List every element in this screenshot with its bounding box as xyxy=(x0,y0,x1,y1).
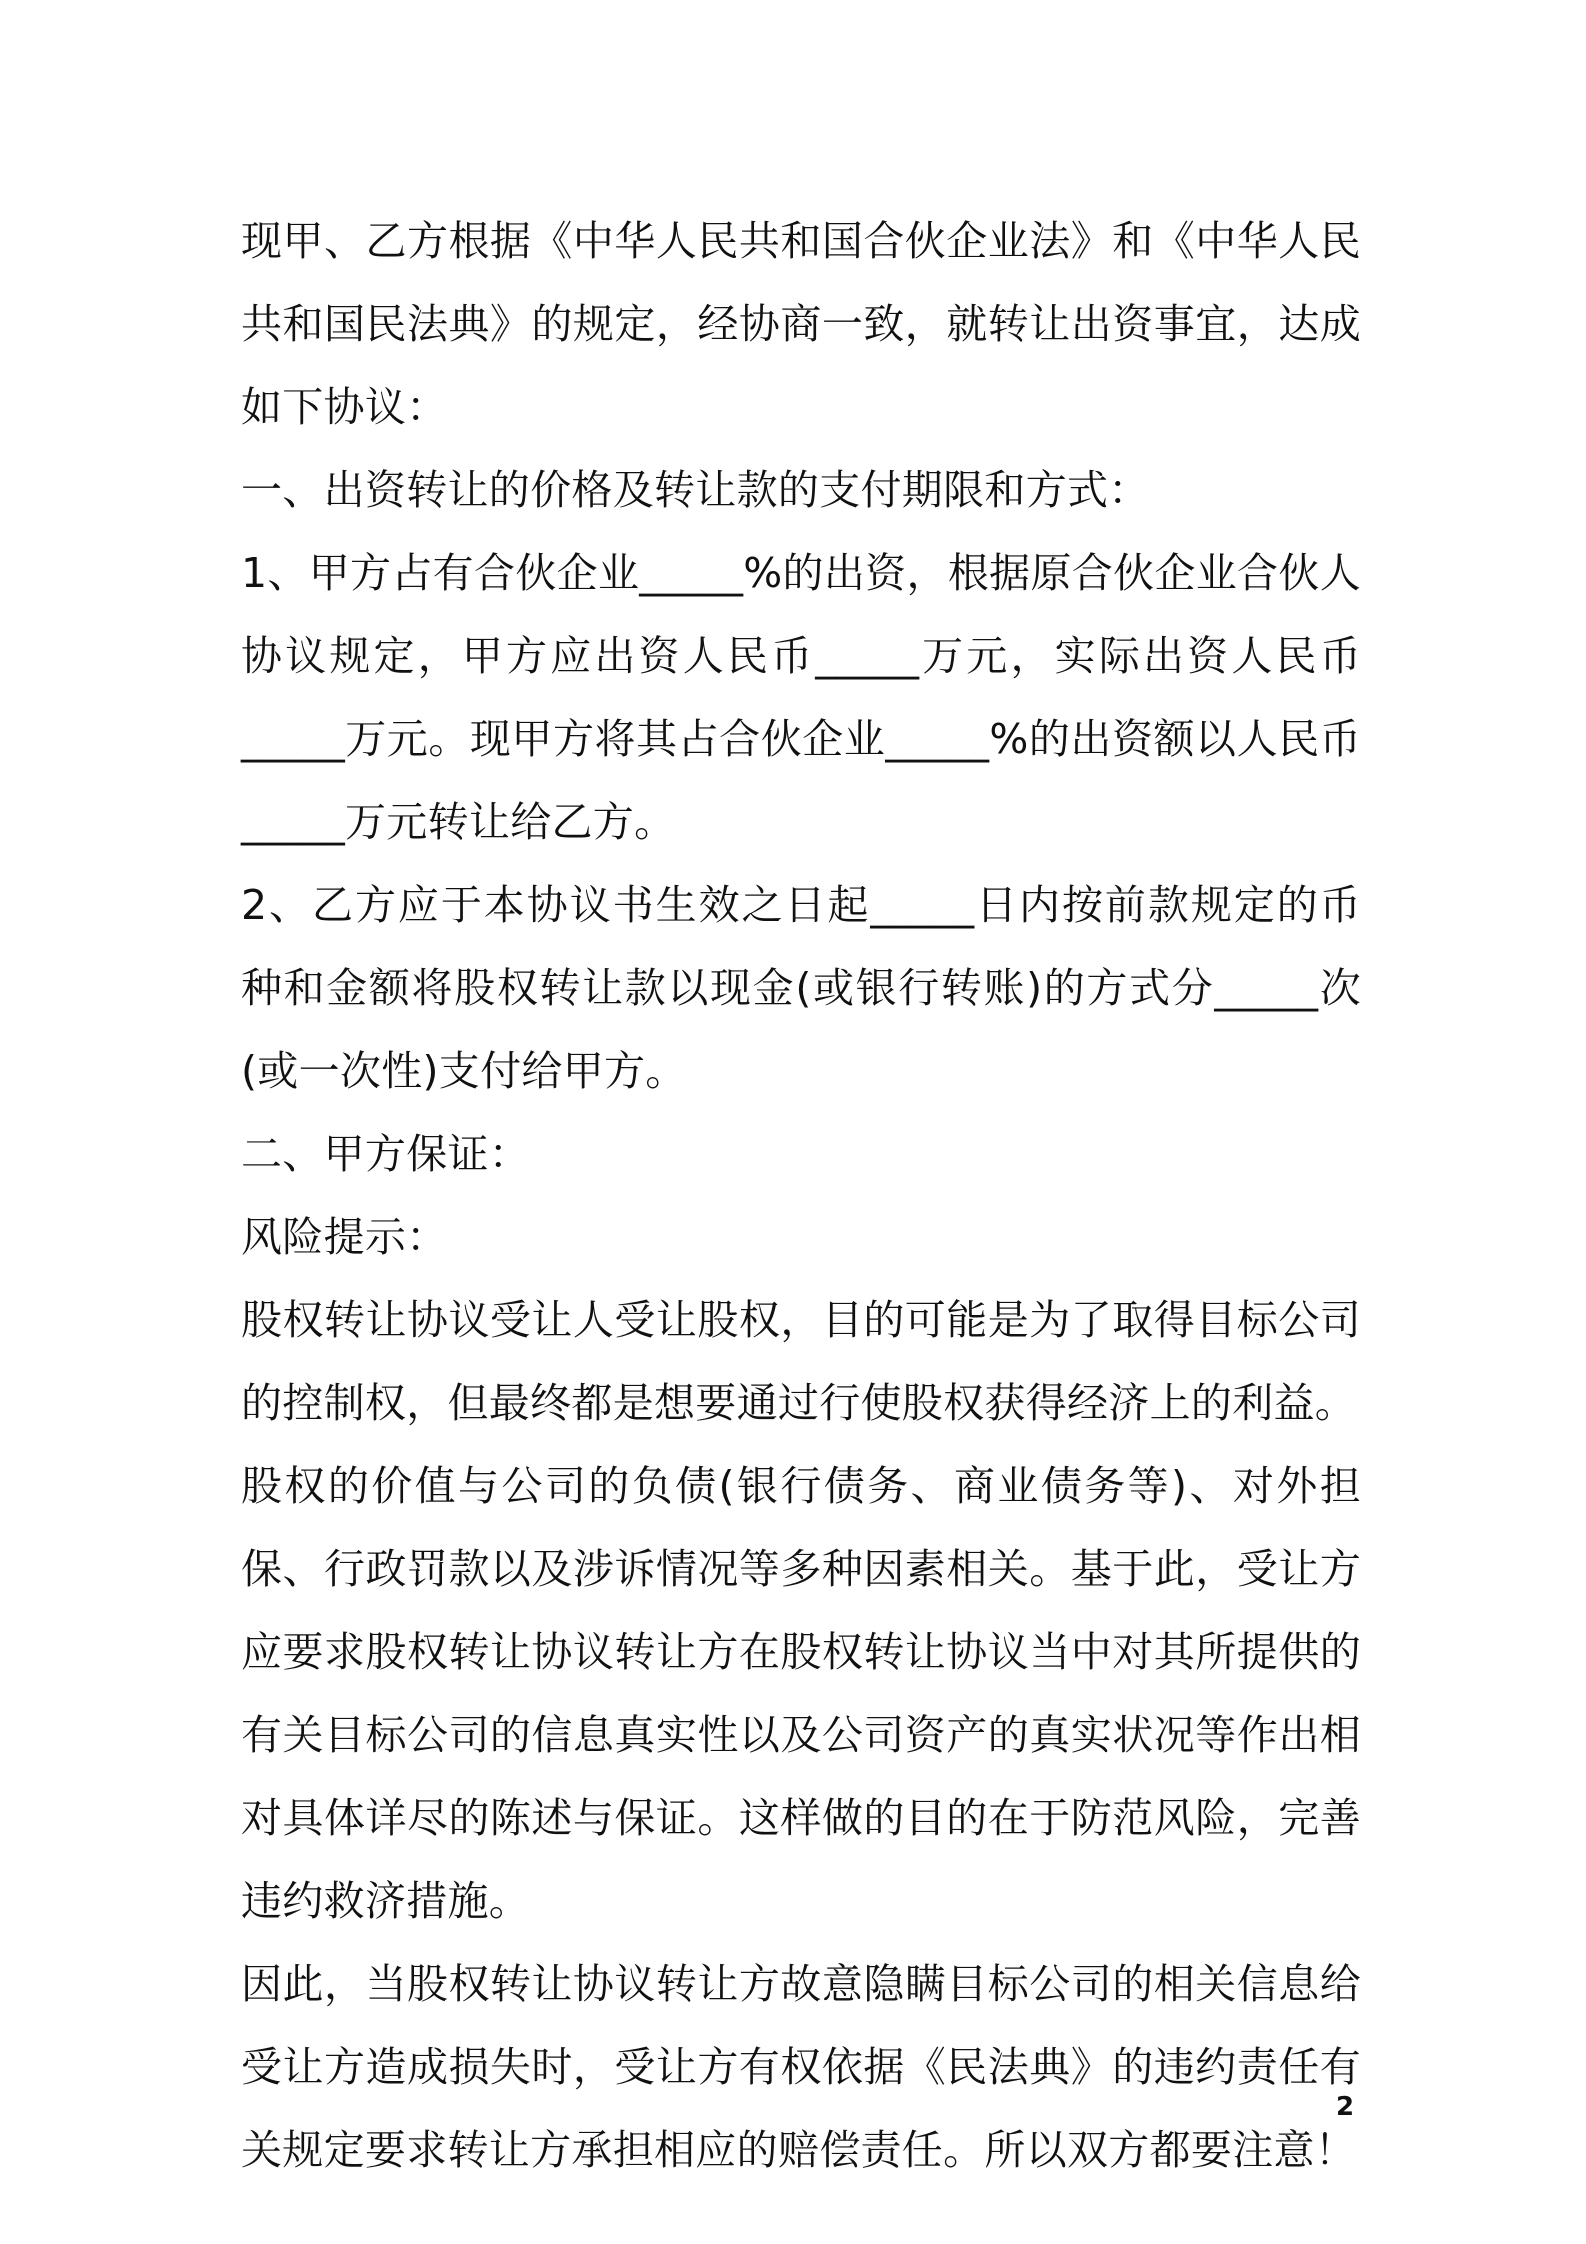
risk-paragraph-3: 因此，当股权转让协议转让方故意隐瞒目标公司的相关信息给受让方造成损失时，受让方有权依据《民法典》的违约责任有关规定要求转让方承担相应的赔偿责任。所以双方都要注意！ xyxy=(241,1960,1361,2174)
section-heading-party-a-guarantee: 二、甲方保证： xyxy=(241,1130,531,1178)
clause-1: 1、甲方占有合伙企业_____%的出资，根据原合伙企业合伙人协议规定，甲方应出资人民币_____万元，实际出资人民币_____万元。现甲方将其占合伙企业_____%的出资额以人民币_____万元转让给乙方。 xyxy=(241,549,1361,846)
risk-paragraph-1: 股权转让协议受让人受让股权，目的可能是为了取得目标公司的控制权，但最终都是想要通过行使股权获得经济上的利益。 xyxy=(241,1296,1361,1427)
paragraph-intro: 现甲、乙方根据《中华人民共和国合伙企业法》和《中华人民共和国民法典》的规定，经协商一致，就转让出资事宜，达成如下协议： xyxy=(241,217,1361,431)
risk-paragraph-2: 股权的价值与公司的负债(银行债务、商业债务等)、对外担保、行政罚款以及涉诉情况等多种因素相关。基于此，受让方应要求股权转让协议转让方在股权转让协议当中对其所提供的有关目标公司的信息真实性以及公司资产的真实状况等作出相对具体详尽的陈述与保证。这样做的目的在于防范风险，完善违约救济措施。 xyxy=(241,1462,1361,1925)
risk-warning-heading: 风险提示： xyxy=(241,1213,448,1261)
section-heading-price-payment: 一、出资转让的价格及转让款的支付期限和方式： xyxy=(241,466,1150,514)
document-body xyxy=(241,200,1361,2192)
clause-2: 2、乙方应于本协议书生效之日起_____日内按前款规定的币种和金额将股权转让款以现金(或银行转账)的方式分_____次(或一次性)支付给甲方。 xyxy=(241,881,1361,1095)
page-number: 2 xyxy=(1336,2092,1355,2122)
